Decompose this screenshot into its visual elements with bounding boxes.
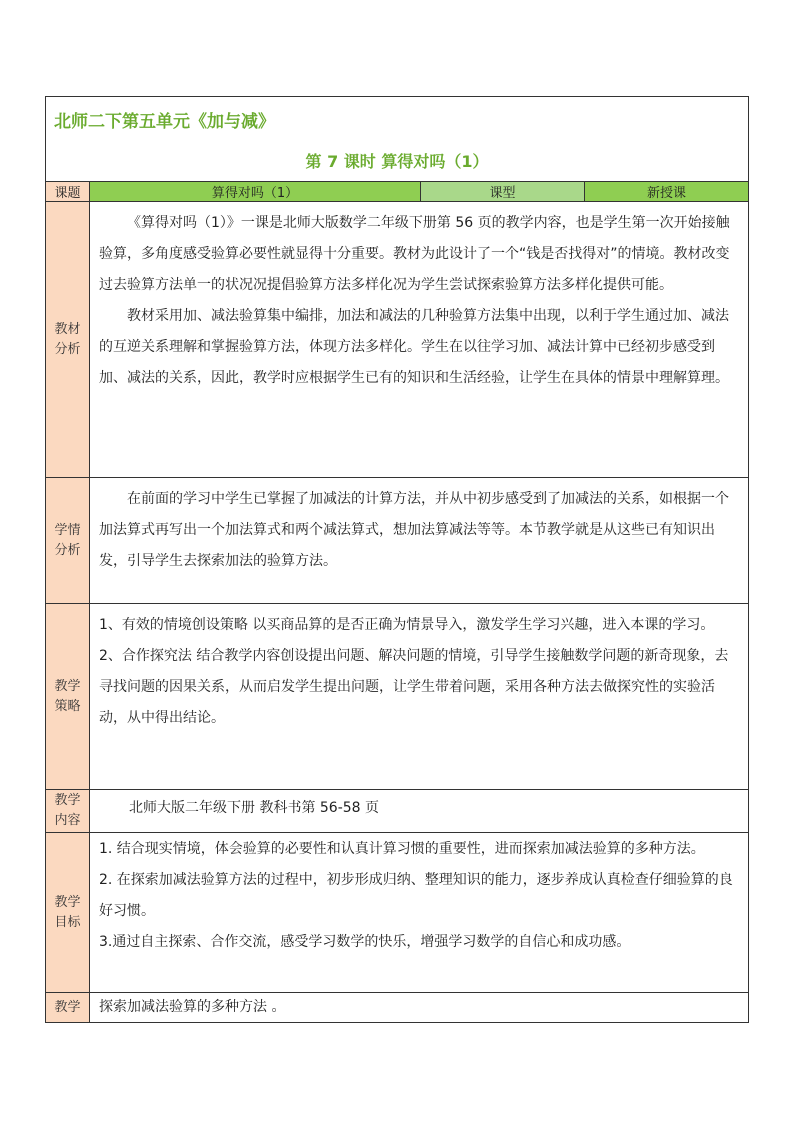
topic-label: 课题: [46, 182, 90, 201]
section-teaching-content: [46, 790, 748, 833]
section-label: 教材分析: [46, 202, 90, 477]
paragraph: 2. 在探索加减法验算方法的过程中，初步形成归纳、整理知识的能力，逐步养成认真检查仔细验算的良好习惯。: [99, 872, 733, 919]
paragraph: 2、合作探究法 结合教学内容创设提出问题、解决问题的情境，引导学生接触数学问题的新奇现象，去寻找问题的因果关系，从而启发学生提出问题，让学生带着问题，采用各种方法去做探究性的实验活动，从中得出结论。: [99, 648, 729, 726]
section-content: [90, 202, 748, 477]
section-label: 教学策略: [46, 604, 90, 789]
paragraph: 《算得对吗（1）》一课是北师大版数学二年级下册第 56 页的教学内容，也是学生第一次开始接触验算，多角度感受验算必要性就显得十分重要。教材为此设计了一个“钱是否找得对”的情境。教材改变过去验算方法单一的状况况提倡验算方法多样化况为学生尝试探索验算方法多样化提供可能。: [99, 215, 730, 293]
section-content: [90, 790, 748, 832]
paragraph: 3.通过自主探索、合作交流，感受学习数学的快乐，增强学习数学的自信心和成功感。: [99, 934, 631, 950]
section-content: [90, 833, 748, 992]
section-teaching-key: [46, 993, 748, 1022]
section-label: 教学内容: [46, 790, 90, 832]
section-label: 学情分析: [46, 478, 90, 603]
section-teaching-strategy: [46, 604, 748, 790]
section-teaching-goals: [46, 833, 748, 993]
section-content: [90, 993, 748, 1022]
section-content: [90, 478, 748, 603]
paragraph: 探索加减法验算的多种方法 。: [99, 999, 286, 1015]
lesson-type-value: 新授课: [585, 182, 748, 201]
section-content: [90, 604, 748, 789]
paragraph: 教材采用加、减法验算集中编排，加法和减法的几种验算方法集中出现，以利于学生通过加、减法的互逆关系理解和掌握验算方法，体现方法多样化。学生在以往学习加、减法计算中已经初步感受到加、减法的关系，因此，教学时应根据学生已有的知识和生活经验，让学生在具体的情景中理解算理。: [99, 308, 729, 386]
lesson-type-label: 课型: [421, 182, 585, 201]
paragraph: 在前面的学习中学生已掌握了加减法的计算方法，并从中初步感受到了加减法的关系，如根据一个加法算式再写出一个加法算式和两个减法算式，想加法算减法等等。本节教学就是从这些已有知识出发，引导学生去探索加法的验算方法。: [99, 491, 729, 569]
section-material-analysis: [46, 202, 748, 478]
lesson-title: 第 7 课时 算得对吗（1）: [305, 152, 489, 171]
topic-row: [46, 182, 748, 202]
unit-title: 北师二下第五单元《加与减》: [54, 112, 275, 132]
lesson-plan-table: [45, 96, 749, 1023]
topic-value: 算得对吗（1）: [90, 182, 421, 201]
paragraph: 1、有效的情境创设策略 以买商品算的是否正确为情景导入，激发学生学习兴趣，进入本课的学习。: [99, 617, 715, 633]
paragraph: 北师大版二年级下册 教科书第 56-58 页: [129, 800, 380, 816]
document-header: [46, 97, 748, 182]
paragraph: 1. 结合现实情境，体会验算的必要性和认真计算习惯的重要性，进而探索加减法验算的多种方法。: [99, 841, 705, 857]
section-label: 教学目标: [46, 833, 90, 992]
section-label: 教学: [46, 993, 90, 1022]
section-student-analysis: [46, 478, 748, 604]
